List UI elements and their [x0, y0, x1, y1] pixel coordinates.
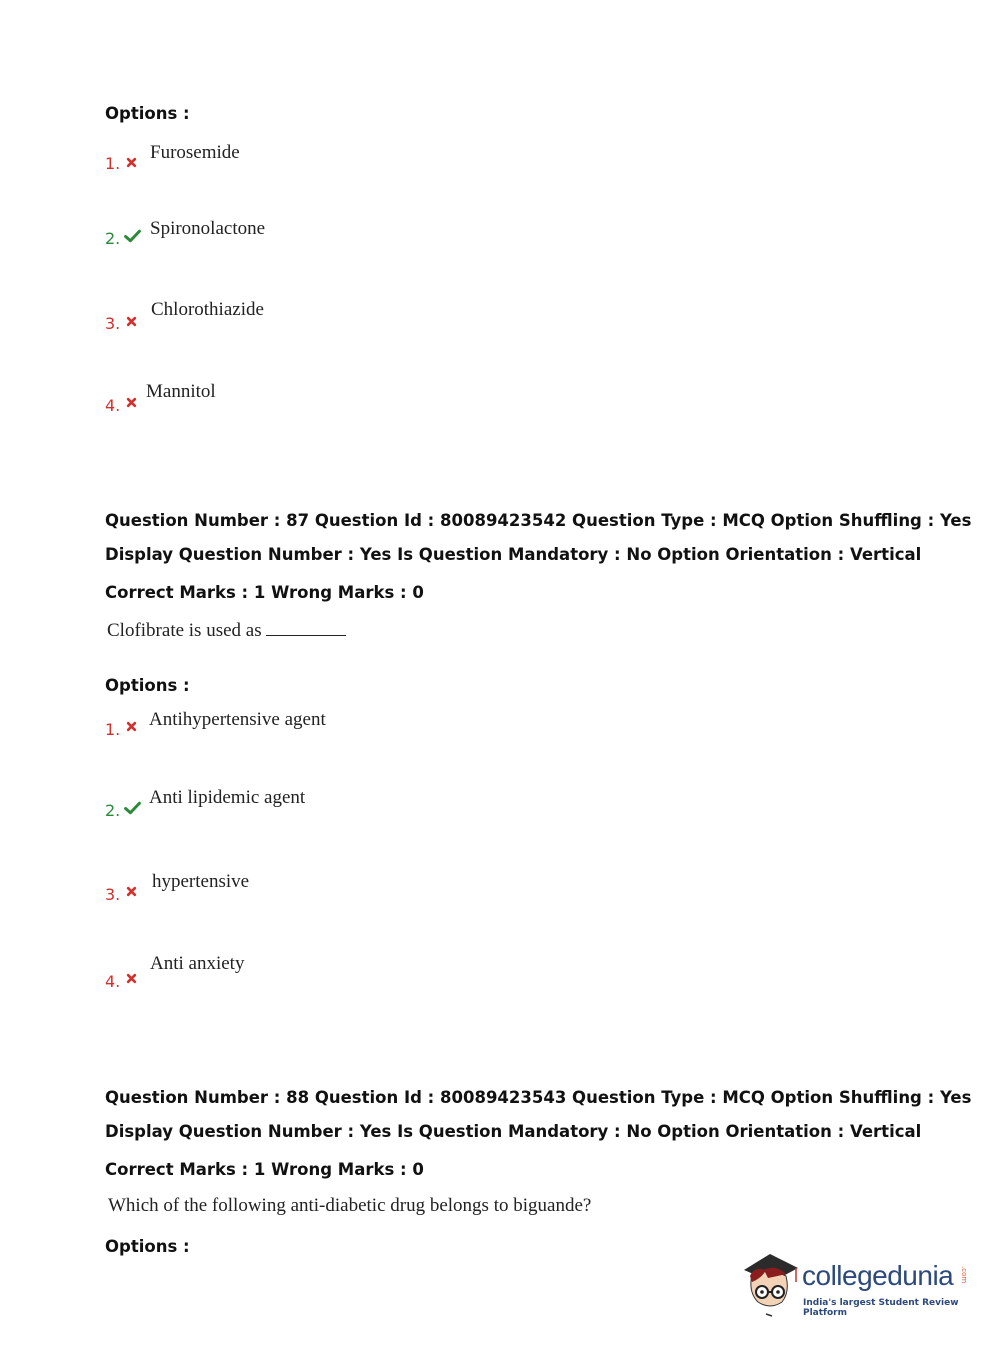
option-text: Chlorothiazide: [151, 299, 264, 320]
collegedunia-logo[interactable]: [740, 1248, 972, 1320]
option-number: 3.: [105, 314, 121, 333]
option-number: 2.: [105, 801, 121, 820]
option-number: 4.: [105, 396, 121, 415]
logo-tagline: India's largest Student Review Platform: [803, 1298, 959, 1318]
option-text: Mannitol: [146, 381, 216, 402]
question-meta-line: Display Question Number : Yes Is Question Mandatory : No Option Orientation : Vertical: [105, 1122, 922, 1141]
question-text: [107, 620, 346, 642]
options-label: Options :: [105, 1237, 190, 1256]
options-label: Options :: [105, 104, 190, 123]
options-label: Options :: [105, 676, 190, 695]
option-text: Furosemide: [150, 142, 240, 163]
option-number: 4.: [105, 972, 121, 991]
option-text: Anti anxiety: [150, 953, 245, 974]
question-text-content: Clofibrate is used as: [107, 620, 262, 641]
marks-line: Correct Marks : 1 Wrong Marks : 0: [105, 583, 424, 602]
option-text: hypertensive: [152, 871, 250, 892]
question-meta-line: Display Question Number : Yes Is Question Mandatory : No Option Orientation : Vertical: [105, 545, 922, 564]
checkmark-icon: [124, 801, 141, 815]
cross-icon: [126, 316, 137, 327]
question-meta-line: Question Number : 87 Question Id : 80089423542 Question Type : MCQ Option Shuffling : Yes: [105, 511, 972, 530]
mascot-icon: [740, 1248, 802, 1320]
cross-icon: [126, 973, 137, 984]
cross-icon: [126, 397, 137, 408]
cross-icon: [126, 157, 137, 168]
logo-wordmark: collegedunia: [802, 1260, 954, 1291]
checkmark-icon: [124, 229, 141, 243]
option-number: 1.: [105, 154, 121, 173]
option-text: Spironolactone: [150, 218, 266, 239]
logo-suffix: .com: [960, 1266, 968, 1284]
marks-line: Correct Marks : 1 Wrong Marks : 0: [105, 1160, 424, 1179]
cross-icon: [126, 886, 137, 897]
answer-blank: [266, 621, 346, 636]
option-number: 3.: [105, 885, 121, 904]
option-number: 1.: [105, 720, 121, 739]
question-text: Which of the following anti-diabetic drug belongs to biguande?: [108, 1195, 592, 1216]
option-number: 2.: [105, 229, 121, 248]
question-meta-line: Question Number : 88 Question Id : 80089423543 Question Type : MCQ Option Shuffling : Yes: [105, 1088, 972, 1107]
option-text: Anti lipidemic agent: [149, 787, 306, 808]
cross-icon: [126, 721, 137, 732]
option-text: Antihypertensive agent: [149, 709, 326, 730]
